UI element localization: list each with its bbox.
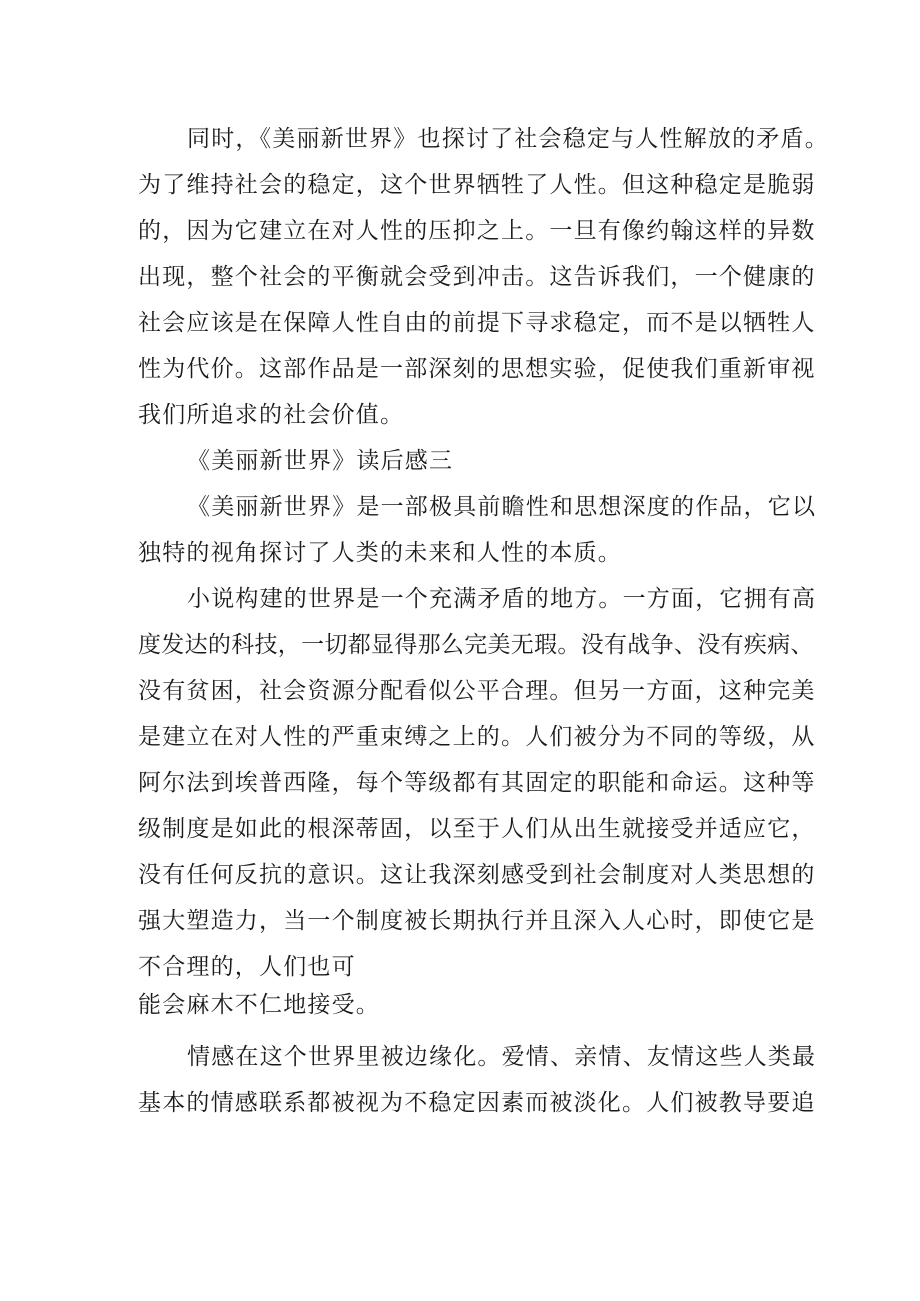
paragraph-2-line-2: 独特的视角探讨了人类的未来和人性的本质。	[138, 540, 622, 566]
paragraph-4-line-2: 基本的情感联系都被视为不稳定因素而被淡化。人们被教导要追	[138, 1090, 816, 1116]
paragraph-3-line-4: 是建立在对人性的严重束缚之上的。人们被分为不同的等级，从	[138, 724, 816, 750]
paragraph-2-line-1: 《美丽新世界》是一部极具前瞻性和思想深度的作品，它以	[187, 494, 817, 520]
paragraph-1-line-5: 社会应该是在保障人性自由的前提下寻求稳定，而不是以牺牲人	[138, 310, 816, 336]
paragraph-3-line-7: 没有任何反抗的意识。这让我深刻感受到社会制度对人类思想的	[138, 862, 816, 888]
section-heading: 《美丽新世界》读后感三	[187, 448, 454, 474]
paragraph-1-line-1: 同时，《美丽新世界》也探讨了社会稳定与人性解放的矛盾。	[187, 126, 829, 152]
paragraph-3-line-6: 级制度是如此的根深蒂固，以至于人们从出生就接受并适应它，	[138, 816, 816, 842]
paragraph-3-line-2: 度发达的科技，一切都显得那么完美无瑕。没有战争、没有疾病、	[138, 632, 814, 658]
paragraph-3-line-8: 强大塑造力，当一个制度被长期执行并且深入人心时，即使它是	[138, 908, 816, 934]
paragraph-1-line-3: 的，因为它建立在对人性的压抑之上。一旦有像约翰这样的异数	[138, 218, 816, 244]
paragraph-1-line-4: 出现，整个社会的平衡就会受到冲击。这告诉我们，一个健康的	[138, 264, 816, 290]
paragraph-3-line-1: 小说构建的世界是一个充满矛盾的地方。一方面，它拥有高	[187, 586, 817, 612]
paragraph-3-line-9: 不合理的，人们也可	[138, 954, 356, 980]
paragraph-4-line-1: 情感在这个世界里被边缘化。爱情、亲情、友情这些人类最	[187, 1044, 817, 1070]
paragraph-3-line-5: 阿尔法到埃普西隆，每个等级都有其固定的职能和命运。这种等	[138, 770, 816, 796]
paragraph-3-line-3: 没有贫困，社会资源分配看似公平合理。但另一方面，这种完美	[138, 678, 816, 704]
paragraph-3-line-10: 能会麻木不仁地接受。	[138, 992, 380, 1018]
paragraph-1-line-6: 性为代价。这部作品是一部深刻的思想实验，促使我们重新审视	[138, 356, 816, 382]
paragraph-1-line-2: 为了维持社会的稳定，这个世界牺牲了人性。但这种稳定是脆弱	[138, 172, 816, 198]
paragraph-1-line-7: 我们所追求的社会价值。	[138, 402, 405, 428]
